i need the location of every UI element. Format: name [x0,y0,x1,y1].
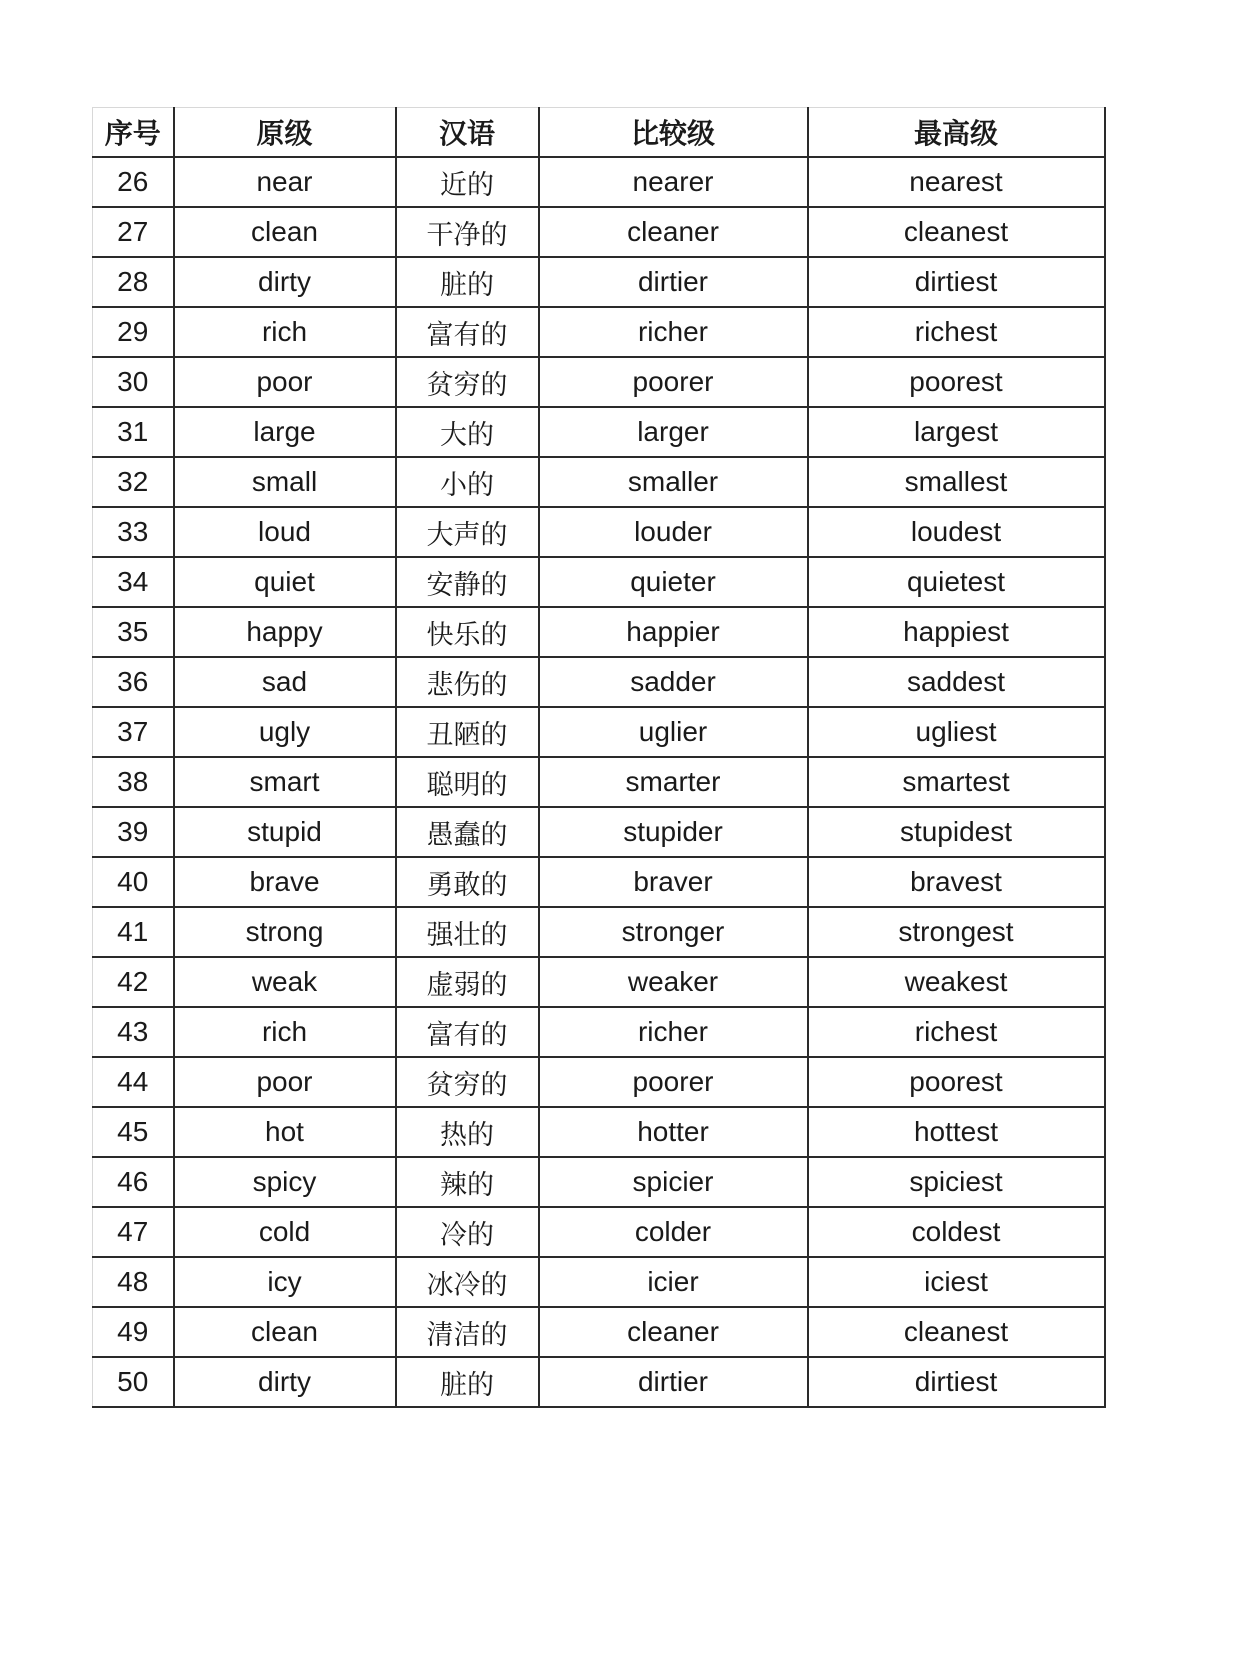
cell-positive: small [174,457,396,507]
cell-positive: stupid [174,807,396,857]
cell-positive: poor [174,1057,396,1107]
cell-chinese: 干净的 [396,207,539,257]
cell-index: 27 [93,207,174,257]
cell-comparative: smarter [539,757,808,807]
table-row [93,457,1105,507]
cell-positive: happy [174,607,396,657]
table-row [93,157,1105,207]
cell-comparative: weaker [539,957,808,1007]
cell-index: 31 [93,407,174,457]
cell-superlative: nearest [808,157,1105,207]
cell-index: 50 [93,1357,174,1407]
cell-comparative: uglier [539,707,808,757]
cell-positive: quiet [174,557,396,607]
cell-comparative: spicier [539,1157,808,1207]
cell-superlative: poorest [808,357,1105,407]
table-row [93,1207,1105,1257]
cell-comparative: larger [539,407,808,457]
table-row [93,1357,1105,1407]
cell-chinese: 脏的 [396,257,539,307]
table-row [93,357,1105,407]
cell-positive: dirty [174,1357,396,1407]
table-row [93,857,1105,907]
header-comparative: 比较级 [539,108,808,158]
cell-comparative: louder [539,507,808,557]
cell-index: 42 [93,957,174,1007]
cell-chinese: 大的 [396,407,539,457]
table-row [93,1157,1105,1207]
cell-superlative: cleanest [808,1307,1105,1357]
table-row [93,407,1105,457]
cell-superlative: bravest [808,857,1105,907]
cell-chinese: 聪明的 [396,757,539,807]
table-row [93,1107,1105,1157]
cell-positive: smart [174,757,396,807]
cell-positive: dirty [174,257,396,307]
cell-positive: icy [174,1257,396,1307]
cell-index: 38 [93,757,174,807]
table-row [93,607,1105,657]
cell-comparative: cleaner [539,1307,808,1357]
cell-positive: rich [174,1007,396,1057]
cell-index: 48 [93,1257,174,1307]
cell-comparative: happier [539,607,808,657]
cell-positive: brave [174,857,396,907]
cell-superlative: weakest [808,957,1105,1007]
cell-index: 41 [93,907,174,957]
cell-chinese: 富有的 [396,307,539,357]
table-row [93,207,1105,257]
cell-index: 40 [93,857,174,907]
cell-index: 35 [93,607,174,657]
cell-chinese: 冰冷的 [396,1257,539,1307]
cell-chinese: 强壮的 [396,907,539,957]
adjective-comparison-table [92,107,1106,1408]
cell-positive: rich [174,307,396,357]
cell-comparative: cleaner [539,207,808,257]
cell-superlative: ugliest [808,707,1105,757]
cell-chinese: 安静的 [396,557,539,607]
cell-chinese: 近的 [396,157,539,207]
cell-positive: spicy [174,1157,396,1207]
header-chinese: 汉语 [396,108,539,158]
cell-superlative: stupidest [808,807,1105,857]
cell-index: 37 [93,707,174,757]
cell-chinese: 快乐的 [396,607,539,657]
cell-positive: clean [174,207,396,257]
header-superlative: 最高级 [808,108,1105,158]
table-row [93,307,1105,357]
table-row [93,1307,1105,1357]
cell-index: 28 [93,257,174,307]
table-row [93,957,1105,1007]
cell-comparative: icier [539,1257,808,1307]
cell-superlative: richest [808,1007,1105,1057]
cell-index: 49 [93,1307,174,1357]
cell-index: 33 [93,507,174,557]
cell-comparative: hotter [539,1107,808,1157]
table-body [93,157,1105,1407]
cell-index: 47 [93,1207,174,1257]
table-row [93,1007,1105,1057]
cell-superlative: loudest [808,507,1105,557]
cell-index: 30 [93,357,174,407]
cell-comparative: colder [539,1207,808,1257]
cell-index: 36 [93,657,174,707]
cell-comparative: poorer [539,1057,808,1107]
cell-positive: ugly [174,707,396,757]
cell-chinese: 大声的 [396,507,539,557]
cell-chinese: 脏的 [396,1357,539,1407]
cell-chinese: 丑陋的 [396,707,539,757]
cell-index: 29 [93,307,174,357]
cell-comparative: sadder [539,657,808,707]
cell-chinese: 虚弱的 [396,957,539,1007]
table-row [93,557,1105,607]
cell-comparative: braver [539,857,808,907]
cell-superlative: smallest [808,457,1105,507]
cell-chinese: 贫穷的 [396,1057,539,1107]
cell-superlative: hottest [808,1107,1105,1157]
cell-superlative: coldest [808,1207,1105,1257]
table-row [93,907,1105,957]
cell-index: 46 [93,1157,174,1207]
cell-comparative: quieter [539,557,808,607]
header-index: 序号 [93,108,174,158]
cell-comparative: poorer [539,357,808,407]
cell-superlative: cleanest [808,207,1105,257]
table-row [93,1057,1105,1107]
cell-superlative: strongest [808,907,1105,957]
cell-positive: clean [174,1307,396,1357]
cell-positive: sad [174,657,396,707]
cell-comparative: dirtier [539,1357,808,1407]
cell-superlative: happiest [808,607,1105,657]
cell-comparative: stronger [539,907,808,957]
header-positive: 原级 [174,108,396,158]
cell-superlative: dirtiest [808,1357,1105,1407]
cell-index: 45 [93,1107,174,1157]
cell-chinese: 勇敢的 [396,857,539,907]
cell-positive: weak [174,957,396,1007]
table-row [93,507,1105,557]
cell-positive: large [174,407,396,457]
cell-index: 26 [93,157,174,207]
cell-chinese: 贫穷的 [396,357,539,407]
table-row [93,257,1105,307]
table-row [93,757,1105,807]
cell-superlative: smartest [808,757,1105,807]
cell-positive: cold [174,1207,396,1257]
cell-chinese: 悲伤的 [396,657,539,707]
cell-index: 32 [93,457,174,507]
header-row [93,108,1105,158]
cell-comparative: stupider [539,807,808,857]
cell-superlative: largest [808,407,1105,457]
cell-chinese: 热的 [396,1107,539,1157]
cell-positive: poor [174,357,396,407]
table-row [93,807,1105,857]
cell-superlative: poorest [808,1057,1105,1107]
cell-index: 44 [93,1057,174,1107]
cell-superlative: quietest [808,557,1105,607]
cell-chinese: 富有的 [396,1007,539,1057]
cell-superlative: richest [808,307,1105,357]
cell-superlative: spiciest [808,1157,1105,1207]
cell-superlative: dirtiest [808,257,1105,307]
table-row [93,1257,1105,1307]
cell-index: 39 [93,807,174,857]
cell-index: 34 [93,557,174,607]
table-row [93,707,1105,757]
cell-chinese: 辣的 [396,1157,539,1207]
cell-chinese: 愚蠢的 [396,807,539,857]
cell-positive: near [174,157,396,207]
cell-comparative: dirtier [539,257,808,307]
cell-comparative: nearer [539,157,808,207]
cell-positive: hot [174,1107,396,1157]
cell-comparative: smaller [539,457,808,507]
cell-positive: loud [174,507,396,557]
cell-superlative: saddest [808,657,1105,707]
cell-comparative: richer [539,307,808,357]
cell-index: 43 [93,1007,174,1057]
cell-comparative: richer [539,1007,808,1057]
cell-chinese: 清洁的 [396,1307,539,1357]
table-row [93,657,1105,707]
cell-superlative: iciest [808,1257,1105,1307]
cell-chinese: 冷的 [396,1207,539,1257]
cell-chinese: 小的 [396,457,539,507]
cell-positive: strong [174,907,396,957]
